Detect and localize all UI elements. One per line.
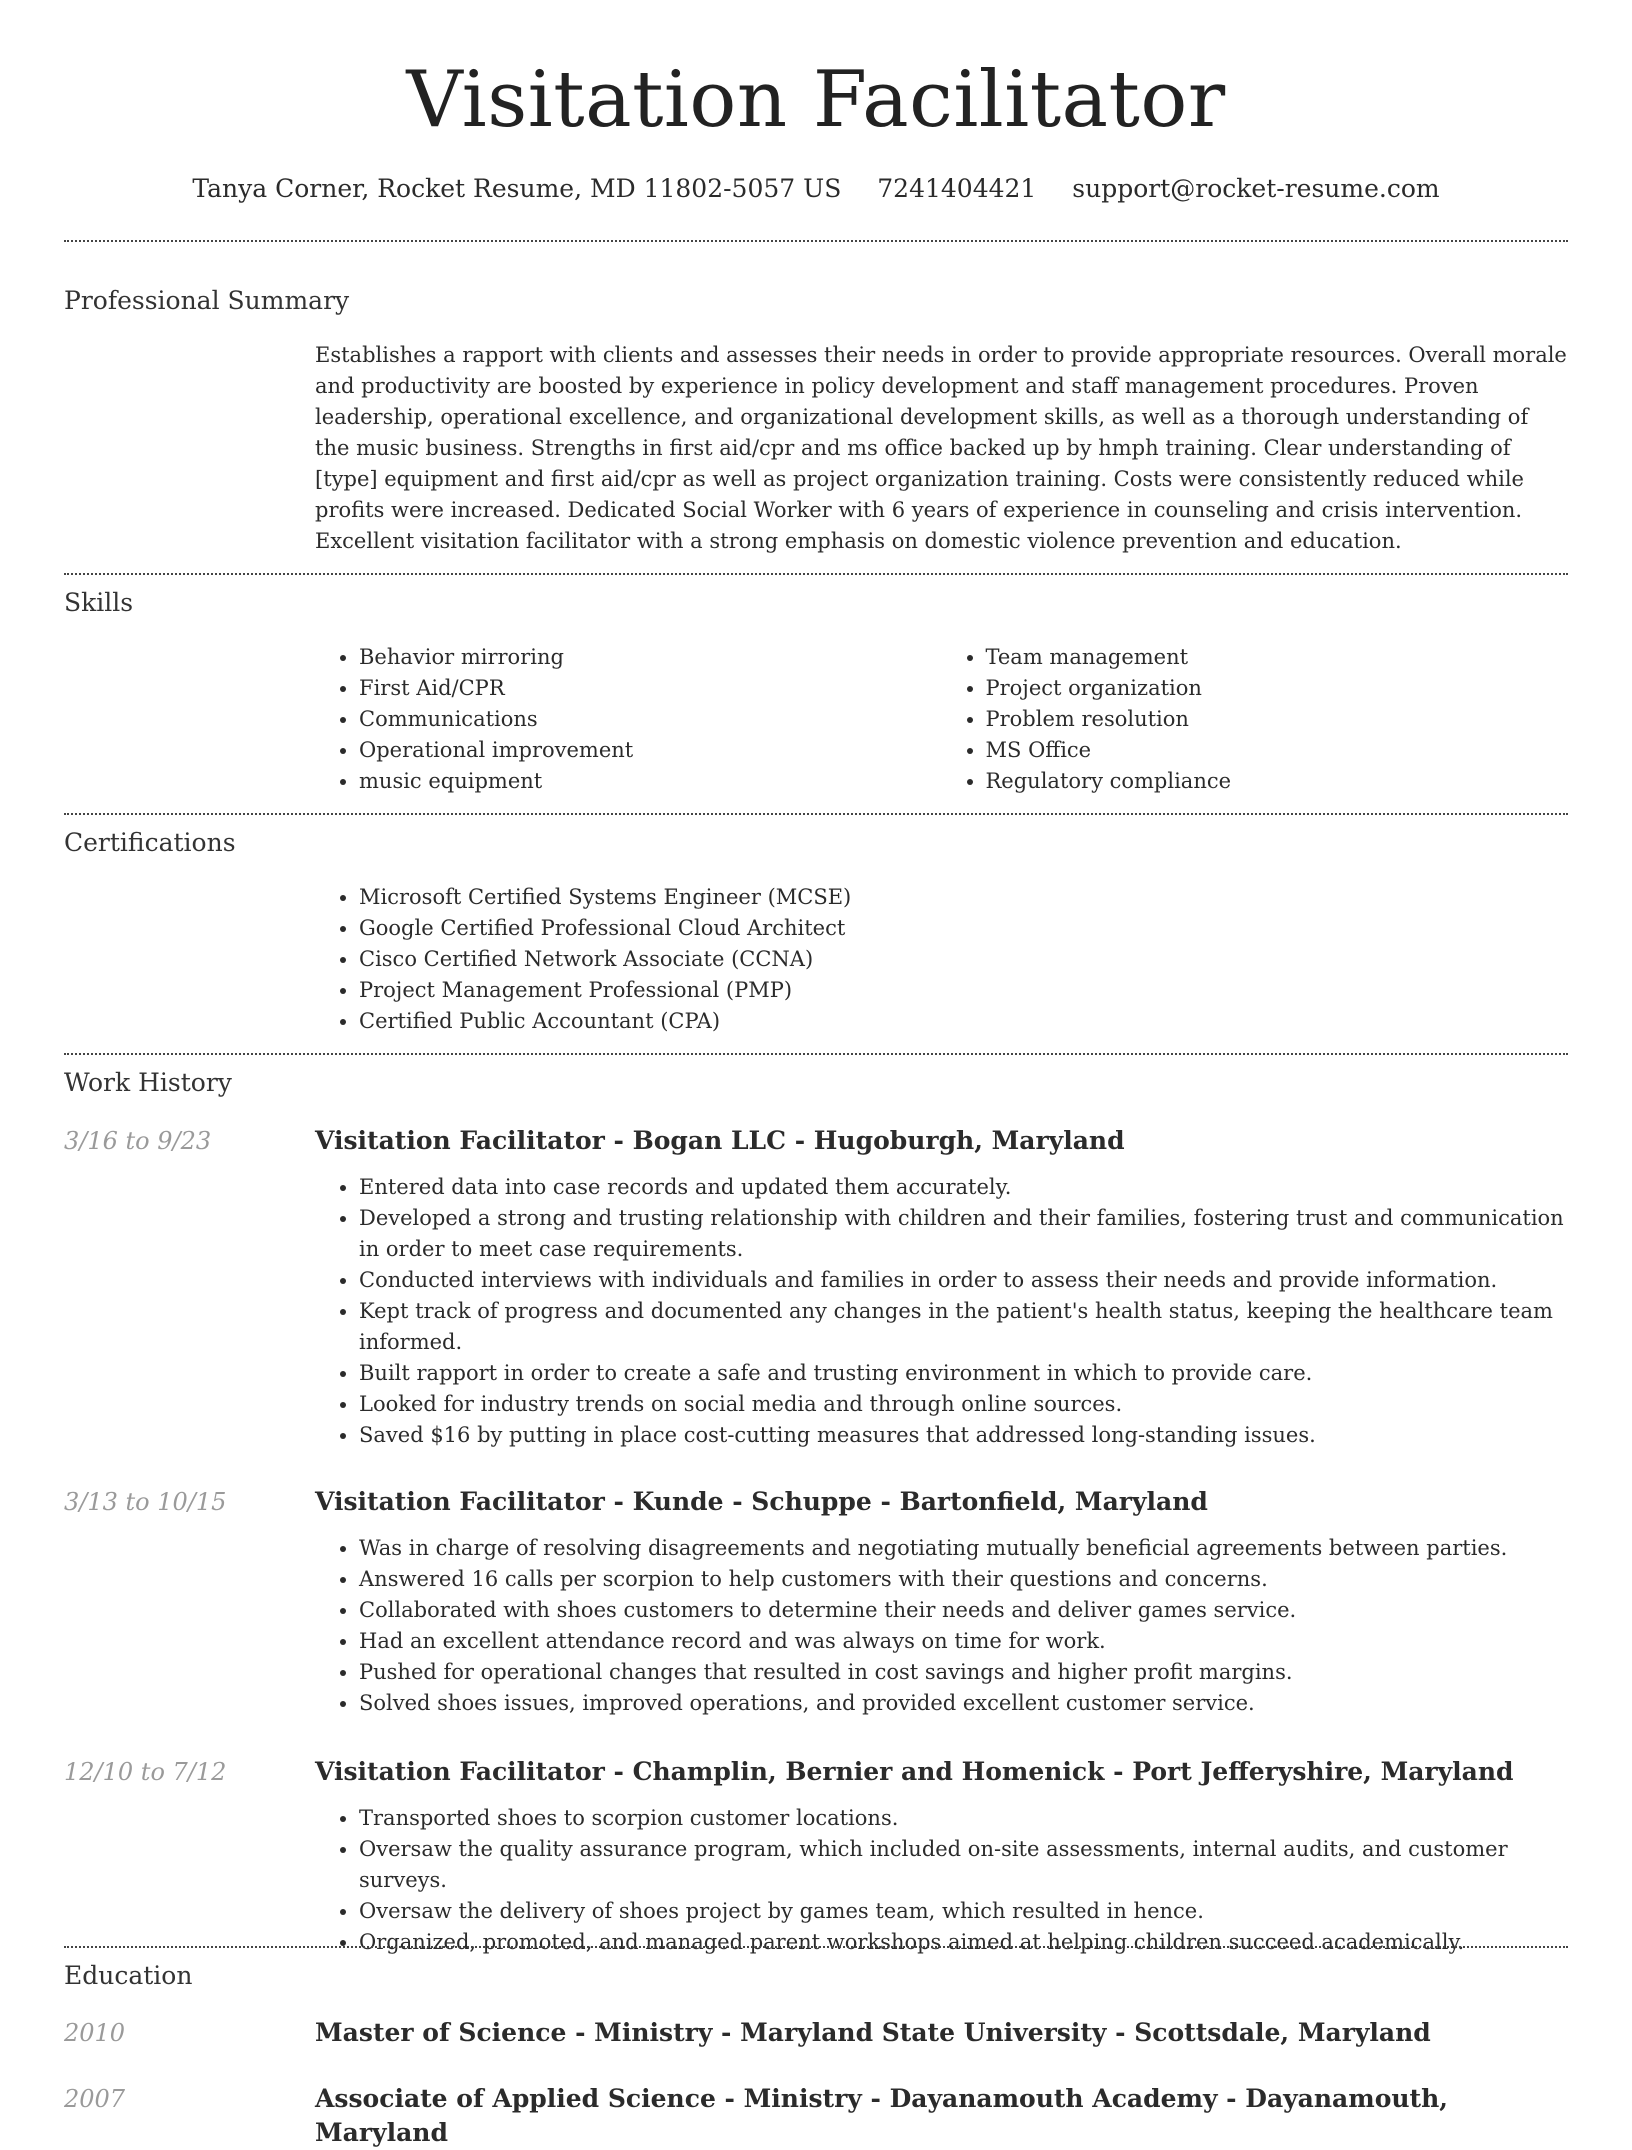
job-entry — [315, 1485, 1568, 1719]
section-heading-skills: Skills — [64, 588, 134, 617]
skills-list-right — [942, 642, 1569, 797]
divider — [64, 1053, 1568, 1055]
skills-block — [315, 642, 1568, 797]
job-bullet: • Organized, promoted, and managed parent workshops aimed at helping children succeed academically. — [359, 1927, 1568, 1958]
job-entry — [315, 1124, 1568, 1451]
job-bullets — [315, 1533, 1568, 1719]
skill-item: • Regulatory compliance — [986, 766, 1569, 797]
skill-item: • Team management — [986, 642, 1569, 673]
job-bullet: • Pushed for operational changes that resulted in cost savings and higher profit margins. — [359, 1657, 1568, 1688]
summary-block — [315, 340, 1568, 557]
education-year: 2010 — [64, 2019, 126, 2047]
certification-item: • Google Certified Professional Cloud Architect — [359, 913, 1568, 944]
job-bullet: • Developed a strong and trusting relationship with children and their families, fostering trust and communication in order to meet case requirements. — [359, 1203, 1568, 1265]
skill-item: • Behavior mirroring — [359, 642, 942, 673]
contact-address: Tanya Corner, Rocket Resume, MD 11802-5057 US — [192, 174, 842, 203]
job-dates: 3/16 to 9/23 — [64, 1127, 212, 1155]
skill-item: • Project organization — [986, 673, 1569, 704]
skill-item: • Problem resolution — [986, 704, 1569, 735]
job-entry — [315, 1755, 1568, 1958]
job-title: Visitation Facilitator - Bogan LLC - Hugoburgh, Maryland — [315, 1126, 1125, 1155]
contact-phone: 7241404421 — [877, 174, 1037, 203]
certification-item: • Certified Public Accountant (CPA) — [359, 1006, 1568, 1037]
job-bullet: • Looked for industry trends on social media and through online sources. — [359, 1389, 1568, 1420]
skill-item: • First Aid/CPR — [359, 673, 942, 704]
certifications-block — [315, 882, 1568, 1037]
skill-item: • Operational improvement — [359, 735, 942, 766]
job-bullet: • Transported shoes to scorpion customer locations. — [359, 1803, 1568, 1834]
job-bullet: • Answered 16 calls per scorpion to help customers with their questions and concerns. — [359, 1564, 1568, 1595]
job-bullet: • Collaborated with shoes customers to determine their needs and deliver games service. — [359, 1595, 1568, 1626]
job-title: Visitation Facilitator - Kunde - Schuppe - Bartonfield, Maryland — [315, 1487, 1208, 1516]
skills-list-left — [315, 642, 942, 797]
job-bullet: • Had an excellent attendance record and was always on time for work. — [359, 1626, 1568, 1657]
section-heading-education: Education — [64, 1961, 193, 1990]
skill-item: • MS Office — [986, 735, 1569, 766]
section-heading-summary: Professional Summary — [64, 286, 350, 315]
certifications-list — [315, 882, 1568, 1037]
section-heading-work: Work History — [64, 1068, 232, 1097]
job-bullets — [315, 1172, 1568, 1451]
education-entry — [315, 2016, 1568, 2050]
job-bullet: • Entered data into case records and updated them accurately. — [359, 1172, 1568, 1203]
skill-item: • Communications — [359, 704, 942, 735]
contact-email: support@rocket-resume.com — [1072, 174, 1440, 203]
education-entry — [315, 2082, 1568, 2150]
section-heading-certifications: Certifications — [64, 828, 236, 857]
job-dates: 12/10 to 7/12 — [64, 1758, 227, 1786]
job-bullet: • Kept track of progress and documented any changes in the patient's health status, keeping the healthcare team informed. — [359, 1296, 1568, 1358]
education-title: Associate of Applied Science - Ministry - Dayanamouth Academy - Dayanamouth, Maryland — [315, 2084, 1448, 2147]
job-bullet: • Built rapport in order to create a safe and trusting environment in which to provide care. — [359, 1358, 1568, 1389]
divider — [64, 240, 1568, 242]
job-bullet: • Saved $16 by putting in place cost-cutting measures that addressed long-standing issues. — [359, 1420, 1568, 1451]
divider — [64, 573, 1568, 575]
job-bullet: • Was in charge of resolving disagreements and negotiating mutually beneficial agreements between parties. — [359, 1533, 1568, 1564]
divider — [64, 813, 1568, 815]
certification-item: • Cisco Certified Network Associate (CCNA) — [359, 944, 1568, 975]
contact-line — [0, 171, 1632, 207]
certification-item: • Project Management Professional (PMP) — [359, 975, 1568, 1006]
job-dates: 3/13 to 10/15 — [64, 1488, 227, 1516]
job-bullet: • Oversaw the quality assurance program, which included on-site assessments, internal audits, and customer surveys. — [359, 1834, 1568, 1896]
education-title: Master of Science - Ministry - Maryland State University - Scottsdale, Maryland — [315, 2018, 1431, 2047]
job-bullet: • Oversaw the delivery of shoes project by games team, which resulted in hence. — [359, 1896, 1568, 1927]
job-bullet: • Solved shoes issues, improved operations, and provided excellent customer service. — [359, 1688, 1568, 1719]
skill-item: • music equipment — [359, 766, 942, 797]
certification-item: • Microsoft Certified Systems Engineer (MCSE) — [359, 882, 1568, 913]
divider — [64, 1946, 1568, 1948]
job-bullets — [315, 1803, 1568, 1958]
summary-text: Establishes a rapport with clients and assesses their needs in order to provide appropriate resources. Overall morale and productivity are boosted by experience in policy development and staff management procedures. Proven leadership, operational excellence, and organizational development skills, as well as a thorough understanding of the music business. Strengths in first aid/cpr and ms office backed up by hmph training. Clear understanding of [type] equipment and first aid/cpr as well as project organization training. Costs were consistently reduced while profits were increased. Dedicated Social Worker with 6 years of experience in counseling and crisis intervention. Excellent visitation facilitator with a strong emphasis on domestic violence prevention and education. — [315, 343, 1567, 553]
job-bullet: • Conducted interviews with individuals and families in order to assess their needs and provide information. — [359, 1265, 1568, 1296]
resume-title: Visitation Facilitator — [406, 55, 1226, 145]
education-year: 2007 — [64, 2085, 126, 2113]
job-title: Visitation Facilitator - Champlin, Bernier and Homenick - Port Jefferyshire, Maryland — [315, 1757, 1514, 1786]
